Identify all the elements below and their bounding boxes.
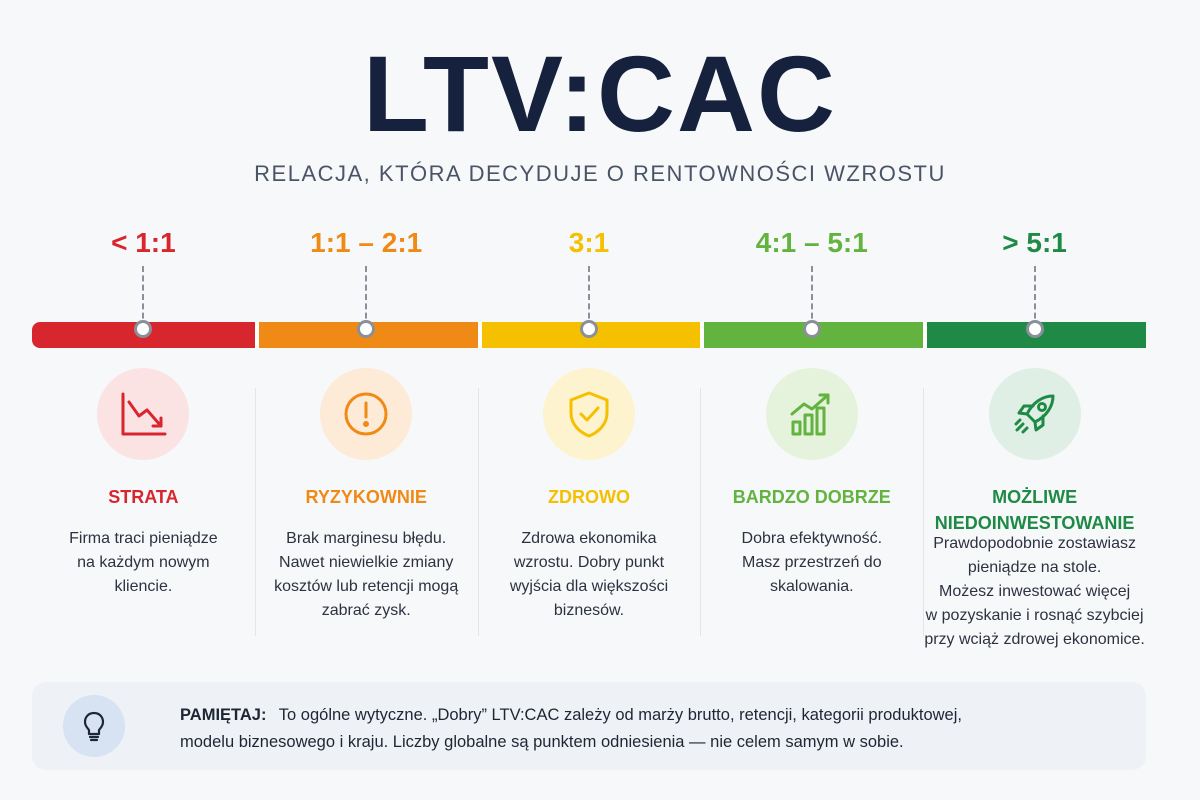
- connector-line: [142, 266, 144, 328]
- page-title: LTV:CAC: [363, 33, 837, 154]
- category-description: Prawdopodobnie zostawiasz pieniądze na stole. Możesz inwestować więcej w pozyskanie i rosnąć szybciej przy wciąż zdrowej ekonomice.: [924, 535, 1145, 648]
- scale-marker: [580, 320, 598, 338]
- category-label: ZDROWO: [548, 487, 630, 507]
- category-description: Brak marginesu błędu. Nawet niewielkie zmiany kosztów lub retencji mogą zabrać zysk.: [274, 530, 459, 619]
- category-label: STRATA: [108, 487, 179, 507]
- category-label: MOŻLIWE NIEDOINWESTOWANIE: [934, 487, 1135, 533]
- column-divider: [923, 388, 924, 636]
- category-description: Dobra efektywność. Masz przestrzeń do skalowania.: [741, 530, 883, 595]
- connector-line: [1034, 266, 1036, 328]
- ratio-scale: [32, 222, 1146, 662]
- rocket-icon: [989, 368, 1081, 460]
- category-description: Zdrowa ekonomika wzrostu. Dobry punkt wyjścia dla większości biznesów.: [509, 530, 669, 619]
- note-heading: PAMIĘTAJ:: [180, 706, 267, 724]
- scale-column-risky: [255, 222, 478, 662]
- note-text: PAMIĘTAJ: To ogólne wytyczne. „Dobry” LTV:CAC zależy od marży brutto, retencji, kategorii produktowej, modelu biznesowego i kraju. Liczby globalne są punktem odniesienia — nie celem samym w sobie.: [180, 706, 962, 751]
- connector-line: [365, 266, 367, 328]
- category-description: Firma traci pieniądze na każdym nowym kliencie.: [69, 530, 218, 595]
- alert-circle-icon: [320, 368, 412, 460]
- category-label: BARDZO DOBRZE: [732, 487, 891, 507]
- connector-line: [588, 266, 590, 328]
- ratio-label: > 5:1: [1002, 227, 1067, 258]
- scale-column-underinvestment: [923, 222, 1146, 662]
- connector-line: [811, 266, 813, 328]
- column-divider: [700, 388, 701, 636]
- column-divider: [255, 388, 256, 636]
- ratio-label: 1:1 – 2:1: [310, 227, 423, 258]
- shield-check-icon: [543, 368, 635, 460]
- scale-marker: [803, 320, 821, 338]
- column-divider: [478, 388, 479, 636]
- growth-chart-icon: [766, 368, 858, 460]
- ratio-label: < 1:1: [111, 227, 176, 258]
- scale-column-very-good: [700, 222, 923, 662]
- category-label: RYZYKOWNIE: [305, 487, 427, 507]
- scale-marker: [1026, 320, 1044, 338]
- lightbulb-icon: [63, 695, 125, 757]
- ratio-label: 4:1 – 5:1: [755, 227, 868, 258]
- scale-column-healthy: [478, 222, 701, 662]
- trending-down-icon: [97, 368, 189, 460]
- scale-column-loss: [32, 222, 255, 662]
- ratio-label: 3:1: [568, 227, 610, 258]
- page-subtitle: RELACJA, KTÓRA DECYDUJE O RENTOWNOŚCI WZROSTU: [254, 161, 946, 186]
- reminder-note: [32, 682, 1146, 770]
